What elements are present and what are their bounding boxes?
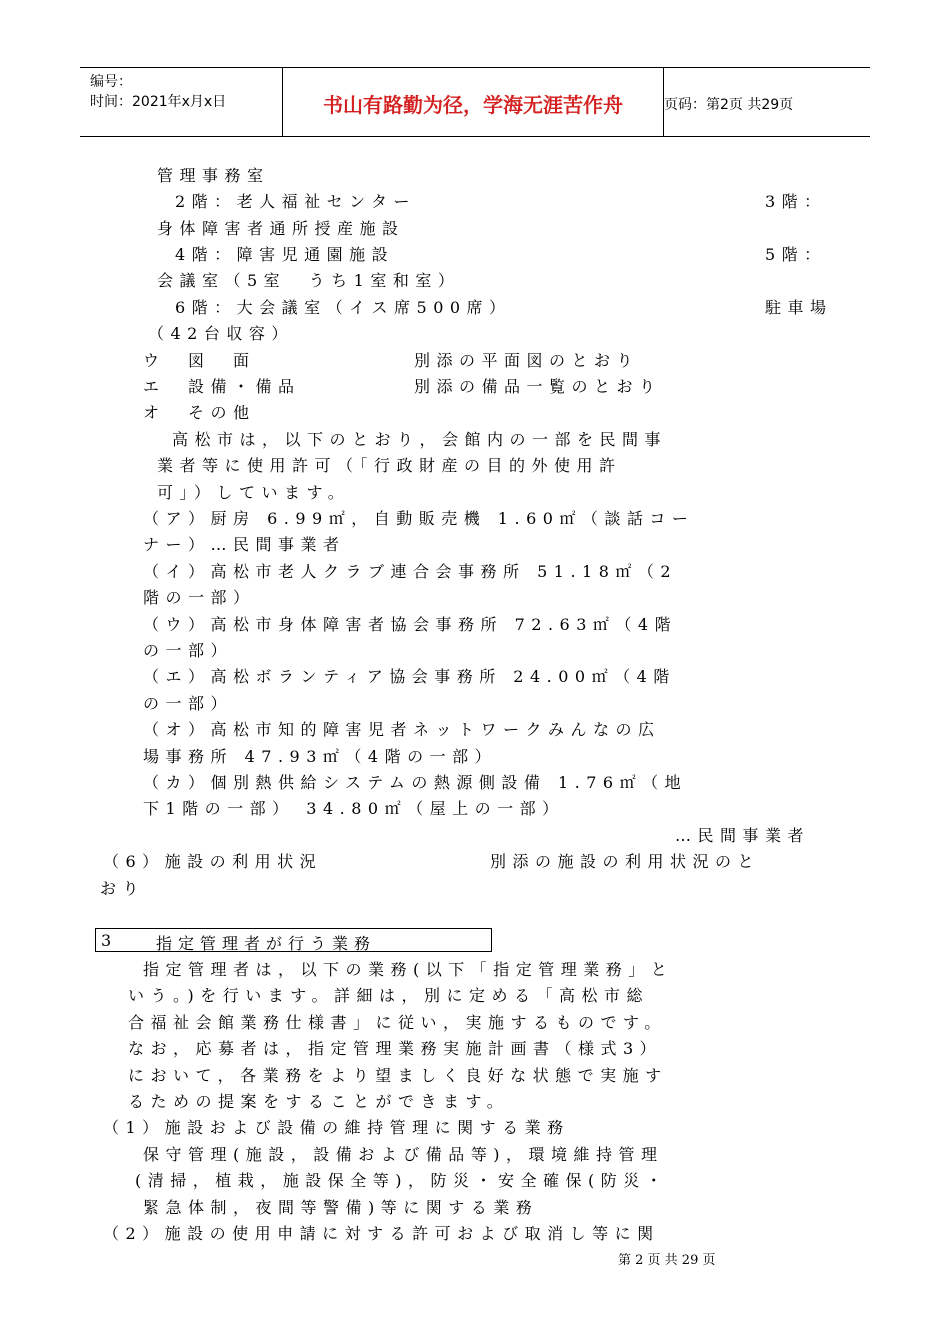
text-line: 3階： <box>765 192 827 211</box>
number-label: 编号： <box>90 74 132 90</box>
text-line: （カ）個別熱供給システムの熱源側設備 1.76㎡（地 <box>143 773 688 792</box>
text-line: 管理事務室 <box>157 166 270 185</box>
text-line: の一部） <box>143 694 234 713</box>
text-line: 高松市は，以下のとおり，会館内の一部を民間事 <box>172 430 668 449</box>
text-line: オ その他 <box>143 403 256 422</box>
page-label: 页码：第2页 共29页 <box>664 97 794 113</box>
text-line: 可」）しています。 <box>157 483 351 502</box>
text-line: るための提案をすることができます。 <box>128 1092 510 1111</box>
text-line: ナー）…民間事業者 <box>143 535 346 554</box>
text-line: の一部） <box>143 641 234 660</box>
text-line: （エ）高松ボランティア協会事務所 24.00㎡（4階 <box>143 667 676 686</box>
text-line: 身体障害者通所授産施設 <box>157 219 405 238</box>
text-line: において，各業務をより望ましく良好な状態で実施す <box>128 1066 668 1085</box>
text-line: 2階：老人福祉センター <box>175 192 417 211</box>
text-line: 業者等に使用許可（「行政財産の目的外使用許 <box>157 456 622 475</box>
text-line: 別添の備品一覧のとおり <box>414 377 662 396</box>
text-line: 別添の施設の利用状況のと <box>490 852 761 871</box>
text-line: 指定管理者は，以下の業務(以下「指定管理業務」と <box>143 960 674 979</box>
page-footer: 第 2 页 共 29 页 <box>618 1253 716 1268</box>
text-line: 別添の平面図のとおり <box>414 351 640 370</box>
text-line: なお，応募者は，指定管理業務実施計画書（様式3） <box>128 1039 663 1058</box>
text-line: …民間事業者 <box>675 826 811 845</box>
text-line: （42台収容） <box>148 324 294 343</box>
text-line: （オ）高松市知的障害児者ネットワークみんなの広 <box>143 720 661 739</box>
text-line: 5階： <box>765 245 827 264</box>
text-line: 駐車場 <box>765 298 833 317</box>
motto: 书山有路勤为径，学海无涯苦作舟 <box>323 93 623 117</box>
section-number: 3 <box>101 931 118 950</box>
text-line: 緊急体制，夜間等警備)等に関する業務 <box>143 1198 539 1217</box>
text-line: （6）施設の利用状況 <box>103 852 323 871</box>
section-title: 指定管理者が行う業務 <box>156 934 377 953</box>
text-line: 会議室（5室 うち1室和室） <box>157 271 461 290</box>
text-line: （2）施設の使用申請に対する許可および取消し等に関 <box>103 1224 660 1243</box>
text-line: 6階：大会議室（イス席500席） <box>175 298 512 317</box>
text-line: ウ 図 面 <box>143 351 256 370</box>
text-line: 保守管理(施設，設備および備品等)，環境維持管理 <box>143 1145 664 1164</box>
header-meta <box>90 72 226 112</box>
text-line: 4階：障害児通園施設 <box>175 245 395 264</box>
text-line: （イ）高松市老人クラブ連合会事務所 51.18㎡（2 <box>143 562 678 581</box>
text-line: 階の一部） <box>143 588 256 607</box>
text-line: 場事務所 47.93㎡（4階の一部） <box>143 747 498 766</box>
text-line: (清掃，植栽，施設保全等)，防災・安全確保(防災・ <box>135 1171 669 1190</box>
date-label: 时间：2021年x月x日 <box>90 94 227 110</box>
text-line: いう。)を行います。詳細は，別に定める「高松市総 <box>128 986 649 1005</box>
text-line: 下1階の一部） 34.80㎡（屋上の一部） <box>143 799 565 818</box>
text-line: （1）施設および設備の維持管理に関する業務 <box>103 1118 570 1137</box>
text-line: 合福祉会館業務仕様書」に従い，実施するものです。 <box>128 1013 667 1032</box>
text-line: （ウ）高松市身体障害者協会事務所 72.63㎡（4階 <box>143 615 678 634</box>
page-header <box>80 67 870 137</box>
text-line: おり <box>100 879 146 898</box>
text-line: エ 設備・備品 <box>143 377 301 396</box>
section-3-heading <box>95 928 492 952</box>
text-line: （ア）厨房 6.99㎡，自動販売機 1.60㎡（談話コー <box>143 509 695 528</box>
